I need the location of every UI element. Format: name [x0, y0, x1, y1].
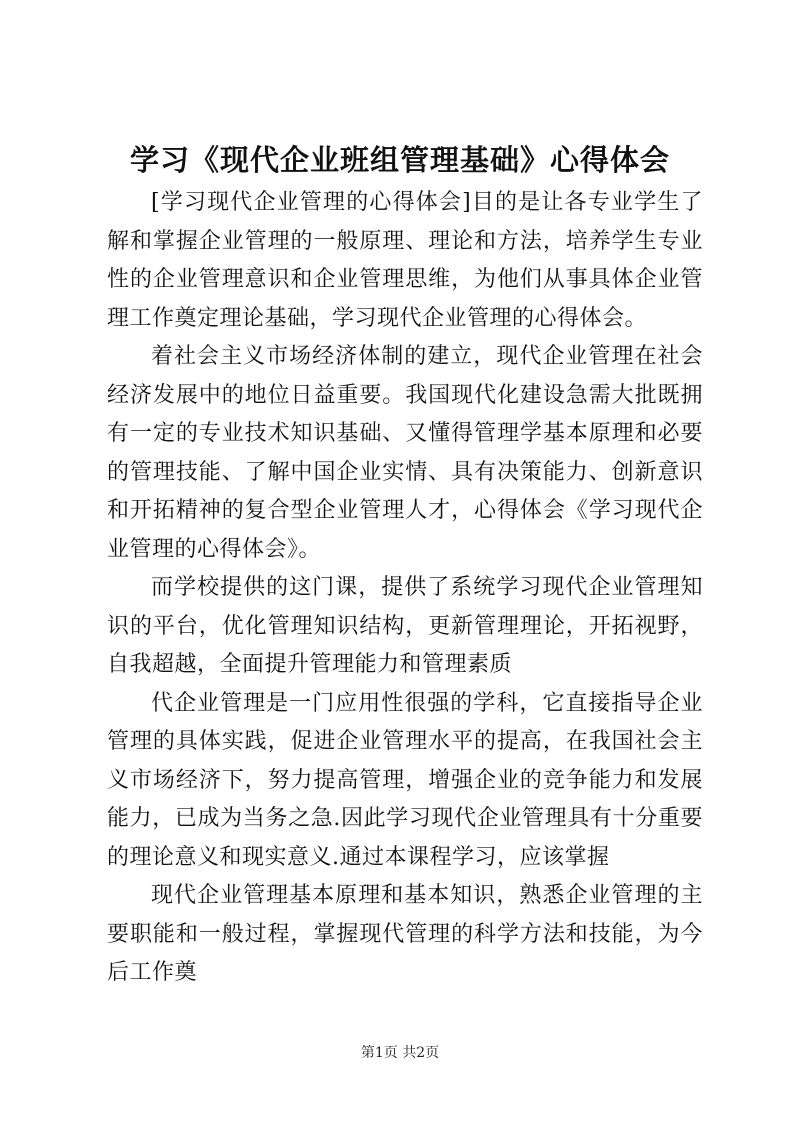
paragraph-1: [学习现代企业管理的心得体会]目的是让各专业学生了解和掌握企业管理的一般原理、理论和方法，培养学生专业性的企业管理意识和企业管理思维，为他们从事具体企业管理工作奠定理论基础，学习现代企业管理的心得体会。	[107, 190, 703, 331]
paragraph-3: 而学校提供的这门课，提供了系统学习现代企业管理知识的平台，优化管理知识结构，更新管理理论，开拓视野，自我超越，全面提升管理能力和管理素质	[107, 575, 703, 677]
paragraph-5: 现代企业管理基本原理和基本知识，熟悉企业管理的主要职能和一般过程，掌握现代管理的科学方法和技能，为今后工作奠	[107, 883, 703, 985]
paragraph-4: 代企业管理是一门应用性很强的学科，它直接指导企业管理的具体实践，促进企业管理水平的提高，在我国社会主义市场经济下，努力提高管理，增强企业的竞争能力和发展能力，已成为当务之急.因此学习现代企业管理具有十分重要的理论意义和现实意义.通过本课程学习，应该掌握	[107, 690, 703, 870]
page-number-footer: 第1页 共2页	[360, 1045, 440, 1061]
document-title: 学习《现代企业班组管理基础》心得体会	[129, 143, 670, 177]
paragraph-2: 着社会主义市场经济体制的建立，现代企业管理在社会经济发展中的地位日益重要。我国现代化建设急需大批既拥有一定的专业技术知识基础、又懂得管理学基本原理和必要的管理技能、了解中国企业实情、具有决策能力、创新意识和开拓精神的复合型企业管理人才，心得体会《学习现代企业管理的心得体会》。	[107, 344, 703, 562]
document-body	[107, 184, 703, 993]
